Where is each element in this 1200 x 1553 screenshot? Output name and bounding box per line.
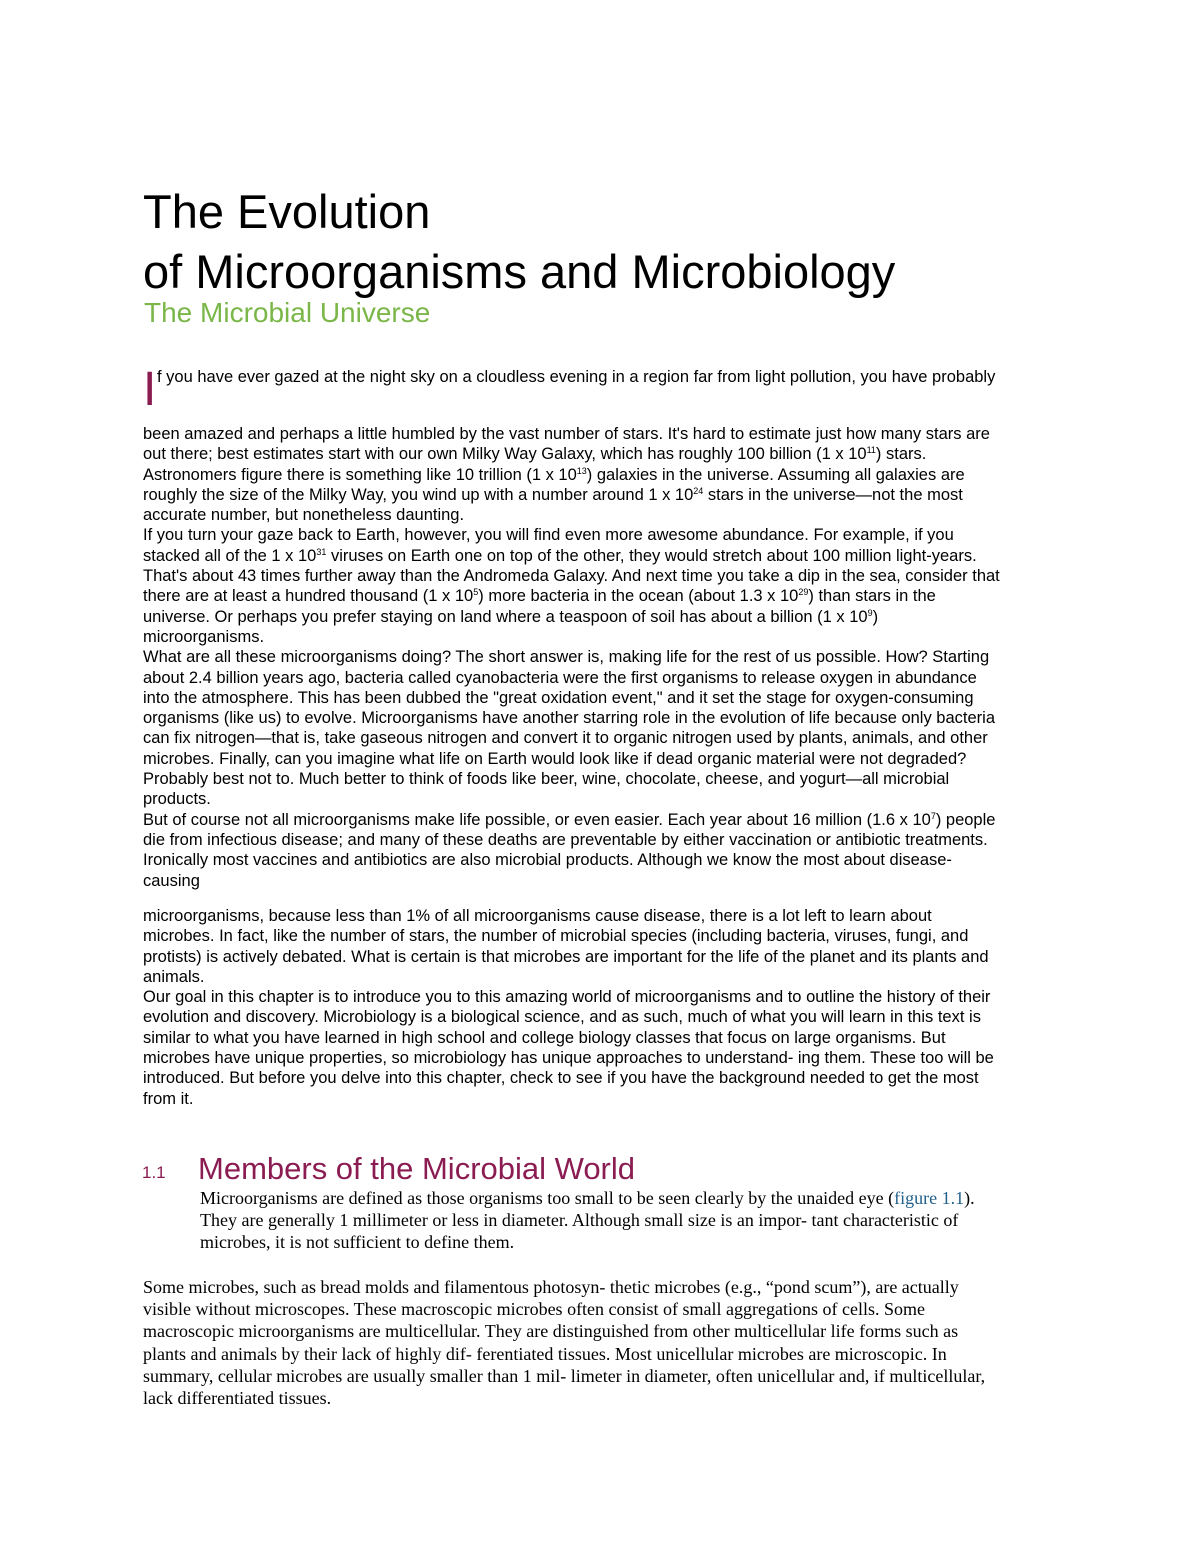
body-text-block-1 [143,424,1073,891]
text-line: If you turn your gaze back to Earth, however, you will find even more awesome abundance. For example, if you [143,526,954,545]
text-line: stacked all of the 1 x $10^{31}$ viruses on Earth one on top of the other, they would stretch about 100 million light-years. [143,546,977,565]
text-line: microbes. Finally, can you imagine what life on Earth would look like if dead organic material were not degraded? [143,749,967,768]
text-line: Ironically most vaccines and antibiotics are also microbial products. Although we know the most about disease- [143,851,952,870]
paragraph [143,647,1073,809]
text-line: similar to what you have learned in high school and college biology classes that focus on large organisms. But [143,1028,946,1047]
text-line: from it. [143,1089,194,1108]
text-line: universe. Or perhaps you prefer staying on land where a teaspoon of soil has about a billion (1 x $10^9$) [143,607,879,626]
text-line: organisms (like us) to evolve. Microorganisms have another starring role in the evolution of life because only bacteria [143,709,996,728]
text-line: out there; best estimates start with our own Milky Way Galaxy, which has roughly 100 billion (1 x $10^{11}$) stars. [143,445,927,464]
text-line: But of course not all microorganisms make life possible, or even easier. Each year about 16 million (1.6 x $10^7$) people [143,810,996,829]
text-line: Microorganisms are defined as those organisms too small to be seen clearly by the unaided eye (figure 1.1). [200,1188,975,1208]
text-line: die from infectious disease; and many of these deaths are preventable by either vaccination or antibiotic treatments. [143,830,988,849]
text-line: Astronomers figure there is something like 10 trillion (1 x $10^{13}$) galaxies in the universe. Assuming all galaxies are [143,465,965,484]
text-line: lack differentiated tissues. [143,1388,332,1409]
drop-cap: I [143,363,157,416]
chapter-title-line-2: of Microorganisms and Microbiology [143,245,896,298]
text-line: microbes, it is not sufficient to define them. [200,1232,515,1253]
text-line: accurate number, but nonetheless daunting. [143,506,465,525]
text-line: summary, cellular microbes are usually smaller than 1 mil- limeter in diameter, often unicellular and, if multicellular, [143,1365,986,1386]
paragraph [143,987,1073,1109]
section-number: 1.1 [142,1163,166,1182]
paragraph [143,906,1073,987]
text-line: They are generally 1 millimeter or less in diameter. Although small size is an impor- tant characteristic of [200,1210,959,1231]
text-line: can fix nitrogen—that is, take gaseous nitrogen and convert it to organic nitrogen used by plants, animals, and other [143,729,988,748]
text-line: plants and animals by their lack of highly dif- ferentiated tissues. Most unicellular microbes are microscopic. In [143,1343,947,1364]
lead-line: f you have ever gazed at the night sky on a cloudless evening in a region far from light pollution, you have probably [157,368,996,386]
text-line: roughly the size of the Milky Way, you wind up with a number around 1 x $10^{24}$ stars in the universe—not the most [143,485,963,504]
text-line: That's about 43 times further away than the Andromeda Galaxy. And next time you take a dip in the sea, consider that [143,567,1000,586]
text-line: causing [143,871,200,890]
chapter-title-line-1: The Evolution [143,185,431,238]
body-text-block-2 [143,906,1073,1109]
paragraph [143,424,1073,525]
text-line: animals. [143,967,205,986]
text-line: microbes. In fact, like the number of stars, the number of microbial species (including bacteria, viruses, fungi, and [143,927,969,946]
text-line: macroscopic microorganisms are multicellular. They are distinguished from other multicellular life forms such as [143,1321,959,1342]
text-line: about 2.4 billion years ago, bacteria called cyanobacteria were the first organisms to release oxygen in abundance [143,668,977,687]
paragraph [143,810,1073,891]
text-line: been amazed and perhaps a little humbled by the vast number of stars. It's hard to estimate just how many stars are [143,425,990,443]
text-line: microorganisms, because less than 1% of all microorganisms cause disease, there is a lot left to learn about [143,907,932,925]
section-body-paragraph [143,1276,1078,1409]
text-line: there are at least a hundred thousand (1 x $10^5$) more bacteria in the ocean (about 1.3 x $10^{29}$) than stars in the [143,587,936,606]
text-line: introduced. But before you delve into this chapter, check to see if you have the background needed to get the most [143,1069,979,1088]
figure-link[interactable]: figure 1.1 [894,1188,965,1208]
text-line: evolution and discovery. Microbiology is a biological science, and as such, much of what you will learn in this text is [143,1008,981,1027]
text-line: What are all these microorganisms doing? The short answer is, making life for the rest of us possible. How? Starting [143,648,990,667]
text-line: Some microbes, such as bread molds and filamentous photosyn- thetic microbes (e.g., “pond scum”), are actually [143,1277,959,1297]
text-line: products. [143,790,211,809]
chapter-subtitle: The Microbial Universe [144,297,431,328]
text-line: Probably best not to. Much better to think of foods like beer, wine, chocolate, cheese, and yogurt—all microbial [143,770,950,789]
text-line: Our goal in this chapter is to introduce you to this amazing world of microorganisms and to outline the history of their [143,988,991,1007]
text-line: protists) is actively debated. What is certain is that microbes are important for the life of the planet and its plants and [143,947,989,966]
text-line: microorganisms. [143,627,265,646]
section-title: Members of the Microbial World [198,1151,636,1186]
text-line: microbes have unique properties, so microbiology has unique approaches to understand- ing them. These too will be [143,1049,994,1068]
text-line: visible without microscopes. These macroscopic microbes often consist of small aggregations of cells. Some [143,1299,925,1320]
paragraph [143,525,1073,647]
chapter-title [143,182,1143,302]
text-line: into the atmosphere. This has been dubbed the "great oxidation event," and it set the stage for oxygen-consuming [143,688,974,707]
section-intro [200,1187,1080,1254]
